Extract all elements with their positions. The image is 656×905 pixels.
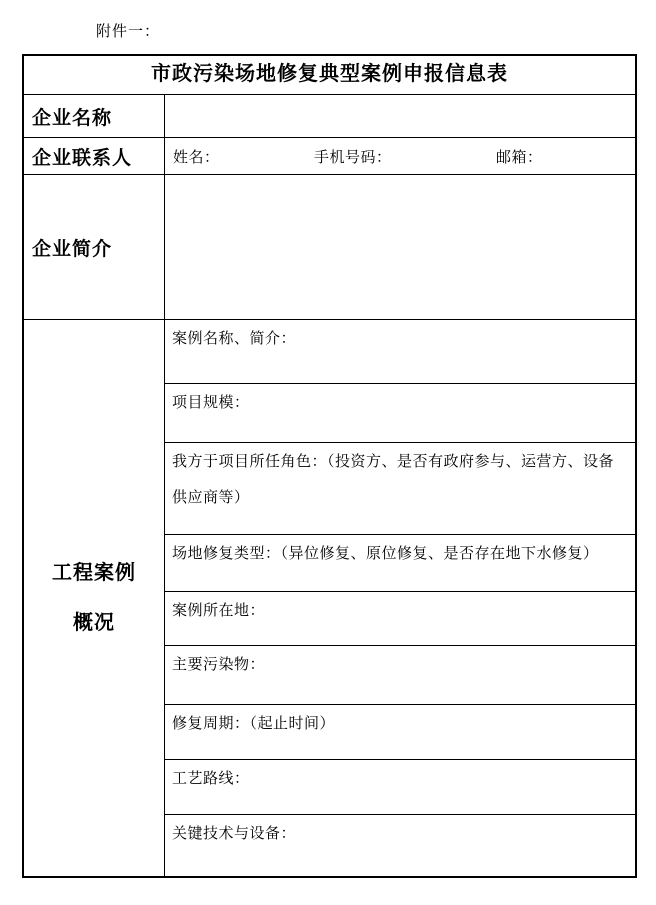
contact-phone-field[interactable]: 手机号码： xyxy=(314,149,392,166)
company-name-row xyxy=(24,95,635,138)
company-profile-row xyxy=(24,175,635,320)
contact-fields-area xyxy=(165,138,635,174)
case-item-remediation-type[interactable]: 场地修复类型：（异位修复、原位修复、是否存在地下水修复） xyxy=(165,535,635,592)
case-item-pollutants[interactable]: 主要污染物： xyxy=(165,646,635,705)
contact-name-field[interactable]: 姓名： xyxy=(173,149,220,166)
case-item-role[interactable]: 我方于项目所任角色：（投资方、是否有政府参与、运营方、设备供应商等） xyxy=(165,443,635,535)
case-item-location[interactable]: 案例所在地： xyxy=(165,592,635,646)
case-overview-row xyxy=(24,320,635,876)
case-overview-label-line2: 概况 xyxy=(73,612,115,634)
case-item-name-intro[interactable]: 案例名称、简介： xyxy=(165,320,635,384)
contact-email-field[interactable]: 邮箱： xyxy=(496,149,543,166)
company-profile-input-area[interactable] xyxy=(165,175,635,319)
company-name-label: 企业名称 xyxy=(24,95,165,137)
case-overview-label xyxy=(24,320,165,876)
company-profile-label: 企业简介 xyxy=(24,175,165,319)
case-item-period[interactable]: 修复周期：（起止时间） xyxy=(165,705,635,760)
form-title: 市政污染场地修复典型案例申报信息表 xyxy=(151,62,508,85)
contact-row xyxy=(24,138,635,175)
case-overview-content xyxy=(165,320,635,876)
company-name-input-area[interactable] xyxy=(165,95,635,137)
case-item-process-route[interactable]: 工艺路线： xyxy=(165,760,635,815)
case-overview-label-line1: 工程案例 xyxy=(52,562,136,584)
case-item-key-tech[interactable]: 关键技术与设备： xyxy=(172,826,297,842)
form-title-row xyxy=(24,56,635,95)
contact-label: 企业联系人 xyxy=(24,138,165,174)
attachment-label: 附件一： xyxy=(96,24,161,40)
application-form-table xyxy=(22,54,637,878)
case-item-scale[interactable]: 项目规模： xyxy=(165,384,635,443)
